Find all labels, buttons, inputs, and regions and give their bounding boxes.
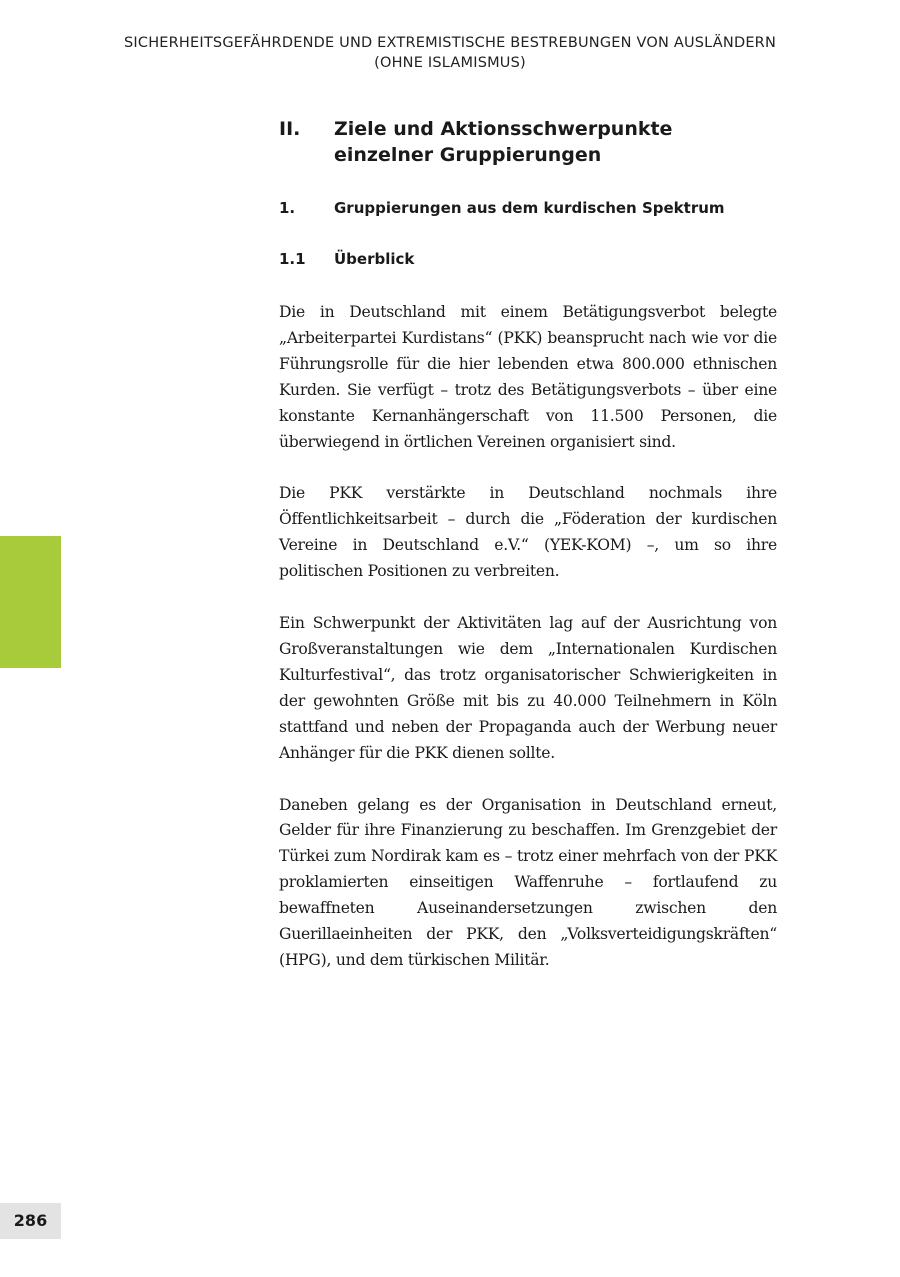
page-number: 286 bbox=[0, 1203, 61, 1239]
body-paragraph: Daneben gelang es der Organisation in Deutschland erneut, Gelder für ihre Finanzierung zu beschaffen. Im Grenzgebiet der Türkei zum Nordirak kam es – trotz einer mehrfach von der PKK proklamierten einseitigen Waffenruhe – fortlaufend zu bewaffneten Auseinandersetzungen zwischen den Guerillaeinheiten der PKK, den „Volksverteidigungskräften“ (HPG), und dem türkischen Militär. bbox=[279, 795, 777, 969]
running-header-line-2: (OHNE ISLAMISMUS) bbox=[374, 55, 526, 71]
chapter-tab-marker bbox=[0, 536, 61, 668]
running-header-line-1: SICHERHEITSGEFÄHRDENDE UND EXTREMISTISCHE BESTREBUNGEN VON AUSLÄNDERN bbox=[123, 35, 777, 51]
subsubsection-title: Überblick bbox=[334, 250, 415, 268]
body-paragraph: Ein Schwerpunkt der Aktivitäten lag auf der Ausrichtung von Großveranstaltungen wie dem „Internationalen Kurdischen Kulturfestival“, das trotz organisatorischer Schwierigkeiten in der gewohnten Größe mit bis zu 40.000 Teilnehmern in Köln stattfand und neben der Propaganda auch der Werbung neuer Anhänger für die PKK dienen sollte. bbox=[279, 614, 777, 762]
subsection-heading bbox=[279, 198, 777, 218]
body-paragraph: Die PKK verstärkte in Deutschland nochmals ihre Öffentlichkeitsarbeit – durch die „Föderation der kurdischen Vereine in Deutschland e.V.“ (YEK-KOM) –, um so ihre politischen Positionen zu verbreiten. bbox=[279, 484, 777, 581]
section-heading bbox=[279, 116, 777, 168]
subsection-title: Gruppierungen aus dem kurdischen Spektrum bbox=[334, 199, 725, 217]
subsubsection-heading bbox=[279, 249, 777, 269]
subsection-number: 1. bbox=[279, 199, 296, 217]
main-content bbox=[279, 116, 777, 1000]
section-number: II. bbox=[279, 118, 301, 140]
body-paragraph: Die in Deutschland mit einem Betätigungsverbot belegte „Arbeiterpartei Kurdistans“ (PKK) beansprucht nach wie vor die Führungsrolle für die hier lebenden etwa 800.000 ethnischen Kurden. Sie verfügt – trotz des Betätigungsverbots – über eine konstante Kernanhängerschaft von 11.500 Personen, die überwiegend in örtlichen Vereinen organisiert sind. bbox=[279, 303, 777, 451]
subsubsection-number: 1.1 bbox=[279, 250, 306, 268]
running-header bbox=[100, 33, 800, 73]
section-title: Ziele und Aktionsschwerpunkte einzelner Gruppierungen bbox=[334, 118, 673, 166]
